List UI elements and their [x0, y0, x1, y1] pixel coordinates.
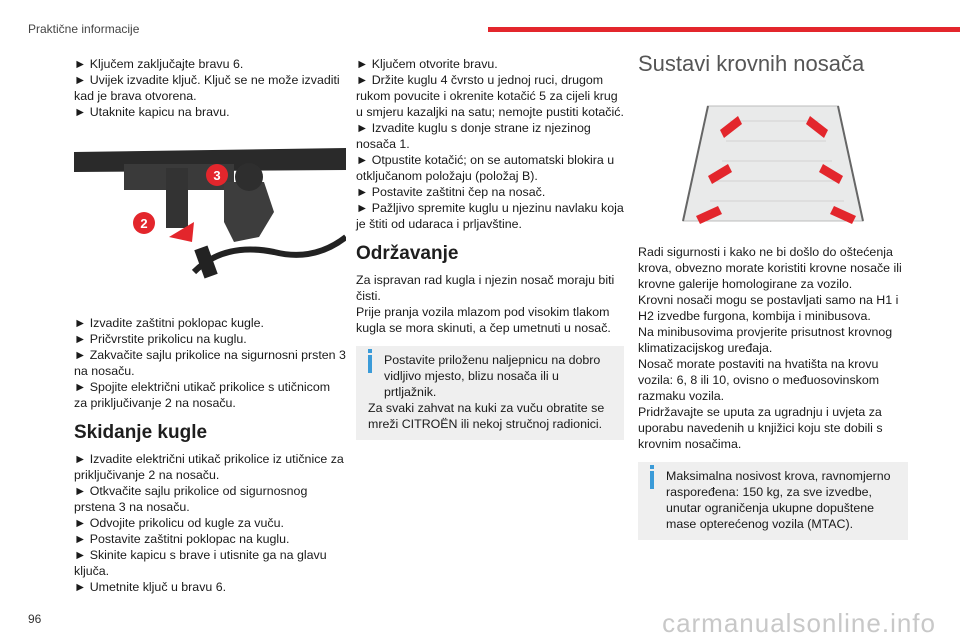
column-right	[638, 51, 908, 540]
instruction-line: ► Pričvrstite prikolicu na kuglu.	[74, 332, 247, 346]
note-text: Za svaki zahvat na kuki za vuču obratite se mreži CITROËN ili nekoj stručnoj radionici.	[368, 401, 605, 431]
roof-rack-illustration	[638, 86, 908, 236]
column-middle	[356, 56, 624, 440]
instruction-line: ► Odvojite prikolicu od kugle za vuču.	[74, 516, 284, 530]
info-note	[638, 462, 908, 540]
watermark: carmanualsonline.info	[662, 608, 936, 638]
body-text: Krovni nosači mogu se postavljati samo na H1 i H2 izvedbe furgona, kombija i minibusova.	[638, 293, 899, 323]
instruction-line: ► Izvadite električni utikač prikolice iz utičnice za priključivanje 2 na nosaču.	[74, 452, 344, 482]
callout-2: 2	[140, 216, 148, 231]
section-heading-odrzavanje: Održavanje	[356, 243, 459, 264]
instruction-line: ► Izvadite kuglu s donje strane iz njezinog nosača 1.	[356, 121, 591, 151]
instruction-line: ► Postavite zaštitni čep na nosač.	[356, 185, 546, 199]
page-number: 96	[28, 612, 42, 626]
instruction-line: ► Spojite električni utikač prikolice s utičnicom za priključivanje 2 na nosaču.	[74, 380, 331, 410]
body-text: Radi sigurnosti i kako ne bi došlo do oštećenja krova, obvezno morate koristiti krovne nosače ili krovne galerije homologirane za vozilo.	[638, 245, 902, 291]
running-header: Praktične informacije	[28, 22, 140, 36]
instruction-line: ► Pažljivo spremite kuglu u njezinu navlaku koja je štiti od udaraca i prljavštine.	[356, 201, 624, 231]
instruction-line: ► Držite kuglu 4 čvrsto u jednoj ruci, drugom rukom povucite i okrenite kotačić 5 za cijeli krug u smjeru kazaljki na satu; nemojte pustiti kotačić.	[356, 73, 624, 119]
body-text: Prije pranja vozila mlazom pod visokim tlakom kugla se mora skinuti, a čep umetnuti u nosač.	[356, 305, 611, 335]
instruction-line: ► Otkvačite sajlu prikolice od sigurnosnog prstena 3 na nosaču.	[74, 484, 308, 514]
column-left	[74, 56, 346, 595]
instruction-line: ► Izvadite zaštitni poklopac kugle.	[74, 316, 264, 330]
instruction-line: ► Postavite zaštitni poklopac na kuglu.	[74, 532, 290, 546]
instruction-line: ► Umetnite ključ u bravu 6.	[74, 580, 227, 594]
body-text: Na minibusovima provjerite prisutnost krovnog klimatizacijskog uređaja.	[638, 325, 893, 355]
note-text: Maksimalna nosivost krova, ravnomjerno raspoređena: 150 kg, za sve izvedbe, unutar ograničenja ukupne dopuštene mase opterećenog vozila (MTAC).	[666, 469, 891, 531]
info-icon	[368, 355, 372, 373]
info-icon	[650, 471, 654, 489]
header-accent-bar	[488, 27, 960, 32]
section-heading-skidanje-kugle: Skidanje kugle	[74, 422, 208, 443]
instruction-line: ► Ključem zaključajte bravu 6.	[74, 57, 244, 71]
instruction-line: ► Utaknite kapicu na bravu.	[74, 105, 230, 119]
instruction-line: ► Skinite kapicu s brave i utisnite ga na glavu ključa.	[74, 548, 327, 578]
body-text: Nosač morate postaviti na hvatišta na krovu vozila: 6, 8 ili 10, ovisno o međuosovinskom razmaku vozila.	[638, 357, 880, 403]
note-text: Postavite priloženu naljepnicu na dobro vidljivo mjesto, blizu nosača ili u prtljažnik.	[384, 353, 601, 399]
tow-hitch-illustration	[74, 142, 346, 297]
section-heading-krovni-nosaci: Sustavi krovnih nosača	[638, 51, 865, 76]
instruction-line: ► Ključem otvorite bravu.	[356, 57, 498, 71]
instruction-line: ► Otpustite kotačić; on se automatski blokira u otključanom položaju (položaj B).	[356, 153, 615, 183]
callout-3: 3	[213, 168, 221, 183]
body-text: Za ispravan rad kugla i njezin nosač moraju biti čisti.	[356, 273, 615, 303]
instruction-line: ► Zakvačite sajlu prikolice na sigurnosni prsten 3 na nosaču.	[74, 348, 346, 378]
instruction-line: ► Uvijek izvadite ključ. Ključ se ne može izvaditi kad je brava otvorena.	[74, 73, 340, 103]
info-note	[356, 346, 624, 440]
body-text: Pridržavajte se uputa za ugradnju i uvjeta za uporabu navedenih u knjižici koju ste dobili s krovnim nosačima.	[638, 405, 883, 451]
